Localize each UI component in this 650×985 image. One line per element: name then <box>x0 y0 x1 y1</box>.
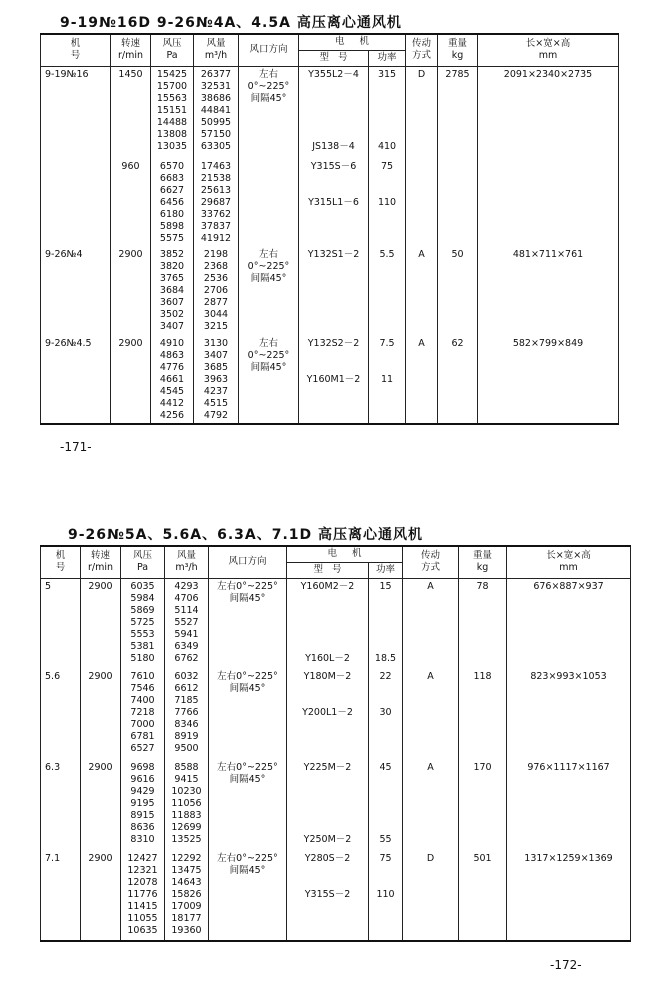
header-outlet: 风口方向 <box>209 546 287 578</box>
cell-motor-type: Y315S－6 Y315L1－6 <box>299 159 369 247</box>
header-model <box>41 34 111 66</box>
cell-dims: 976×1117×1167 <box>507 760 631 851</box>
cell-outlet: 左右0°~225° 间隔45° <box>239 66 299 159</box>
header-speed-text: 转速 r/min <box>117 38 144 62</box>
cell-flow: 8588 9415 10230 11056 11883 12699 13525 <box>165 760 209 851</box>
cell-model: 9-26№4 <box>41 247 111 336</box>
cell-pressure: 6035 5984 5869 5725 5553 5381 5180 <box>121 578 165 669</box>
cell-pressure: 6570 6683 6627 6456 6180 5898 5575 <box>151 159 194 247</box>
header-motor: 电 机 <box>299 34 406 50</box>
table-row <box>41 66 619 159</box>
cell-speed: 2900 <box>111 247 151 336</box>
cell-drive: A <box>403 669 459 760</box>
cell-dims: 2091×2340×2735 <box>478 66 619 159</box>
cell-motor-type: Y280S－2 Y315S－2 <box>287 851 369 941</box>
header-motor-type: 型 号 <box>287 562 369 578</box>
cell-flow: 6032 6612 7185 7766 8346 8919 9500 <box>165 669 209 760</box>
cell-outlet: 左右0°~225° 间隔45° <box>209 578 287 669</box>
cell-motor-power: 75 110 <box>369 851 403 941</box>
cell-motor-type: Y225M－2 Y250M－2 <box>287 760 369 851</box>
cell-model: 9-19№16 <box>41 66 111 159</box>
header-model <box>41 546 81 578</box>
cell-speed: 2900 <box>81 578 121 669</box>
cell-outlet: 左右0°~225° 间隔45° <box>209 760 287 851</box>
cell-weight: 170 <box>459 760 507 851</box>
cell-drive: A <box>406 247 438 336</box>
cell-motor-power: 5.5 <box>369 247 406 336</box>
cell-motor-power: 22 30 <box>369 669 403 760</box>
cell-speed: 2900 <box>81 760 121 851</box>
header-motor-power: 功率 <box>369 562 403 578</box>
cell-weight: 501 <box>459 851 507 941</box>
cell-dims <box>478 159 619 247</box>
cell-flow: 12292 13475 14643 15826 17009 18177 19360 <box>165 851 209 941</box>
cell-model: 5.6 <box>41 669 81 760</box>
header-dims <box>507 546 631 578</box>
header-dims-text: 长×宽×高 mm <box>546 550 591 574</box>
cell-motor-power: 7.5 11 <box>369 336 406 424</box>
header-flow <box>194 34 239 66</box>
cell-outlet: 左右0°~225° 间隔45° <box>209 669 287 760</box>
cell-dims: 481×711×761 <box>478 247 619 336</box>
header-drive-text: 传动 方式 <box>412 38 432 62</box>
cell-dims: 582×799×849 <box>478 336 619 424</box>
cell-flow: 3130 3407 3685 3963 4237 4515 4792 <box>194 336 239 424</box>
header-weight-text: 重量 kg <box>448 38 468 62</box>
cell-weight: 50 <box>438 247 478 336</box>
cell-outlet: 左右0°~225° 间隔45° <box>209 851 287 941</box>
cell-motor-type: Y160M2－2 Y160L－2 <box>287 578 369 669</box>
cell-dims: 823×993×1053 <box>507 669 631 760</box>
table-row <box>41 669 631 760</box>
cell-drive: A <box>403 578 459 669</box>
cell-model: 7.1 <box>41 851 81 941</box>
cell-weight: 118 <box>459 669 507 760</box>
header-speed <box>81 546 121 578</box>
cell-model: 6.3 <box>41 760 81 851</box>
header-pressure-text: 风压 Pa <box>162 38 182 62</box>
header-weight <box>459 546 507 578</box>
cell-pressure: 3852 3820 3765 3684 3607 3502 3407 <box>151 247 194 336</box>
cell-outlet: 左右0°~225° 间隔45° <box>239 336 299 424</box>
header-speed-text: 转速 r/min <box>87 550 114 574</box>
cell-speed: 2900 <box>81 851 121 941</box>
cell-motor-type: Y180M－2 Y200L1－2 <box>287 669 369 760</box>
cell-speed: 2900 <box>111 336 151 424</box>
cell-outlet <box>239 159 299 247</box>
page-number-2: -172- <box>550 958 582 972</box>
header-dims <box>478 34 619 66</box>
cell-speed: 2900 <box>81 669 121 760</box>
header-flow <box>165 546 209 578</box>
table-row <box>41 247 619 336</box>
header-flow-text: 风量 m³/h <box>204 38 228 62</box>
cell-pressure: 9698 9616 9429 9195 8915 8636 8310 <box>121 760 165 851</box>
cell-flow: 4293 4706 5114 5527 5941 6349 6762 <box>165 578 209 669</box>
cell-flow: 17463 21538 25613 29687 33762 37837 41912 <box>194 159 239 247</box>
header-dims-text: 长×宽×高 mm <box>525 38 571 62</box>
cell-pressure: 4910 4863 4776 4661 4545 4412 4256 <box>151 336 194 424</box>
header-flow-text: 风量 m³/h <box>175 550 198 574</box>
header-speed <box>111 34 151 66</box>
cell-drive: A <box>406 336 438 424</box>
page-number-1: -171- <box>60 440 92 454</box>
header-motor-power: 功率 <box>369 50 406 66</box>
cell-motor-power: 75 110 <box>369 159 406 247</box>
header-weight <box>438 34 478 66</box>
table-row <box>41 336 619 424</box>
header-drive <box>406 34 438 66</box>
table-row <box>41 159 619 247</box>
cell-model: 5 <box>41 578 81 669</box>
table-row <box>41 760 631 851</box>
header-drive <box>403 546 459 578</box>
fan-spec-table-2 <box>40 545 631 942</box>
cell-outlet: 左右0°~225° 间隔45° <box>239 247 299 336</box>
cell-motor-power: 15 18.5 <box>369 578 403 669</box>
cell-motor-power: 315 410 <box>369 66 406 159</box>
cell-motor-type: Y355L2－4 JS138－4 <box>299 66 369 159</box>
header-pressure <box>121 546 165 578</box>
header-pressure <box>151 34 194 66</box>
header-outlet: 风口方向 <box>239 34 299 66</box>
header-motor: 电 机 <box>287 546 403 562</box>
fan-spec-table-1 <box>40 33 619 425</box>
cell-motor-power: 45 55 <box>369 760 403 851</box>
cell-pressure: 15425 15700 15563 15151 14488 13808 13035 <box>151 66 194 159</box>
cell-weight: 2785 <box>438 66 478 159</box>
header-drive-text: 传动 方式 <box>421 550 441 574</box>
page-title-1: 9-19№16D 9-26№4A、4.5A 高压离心通风机 <box>60 15 402 31</box>
cell-dims: 676×887×937 <box>507 578 631 669</box>
table-row <box>41 578 631 669</box>
cell-motor-type: Y132S2－2 Y160M1－2 <box>299 336 369 424</box>
cell-drive: D <box>406 66 438 159</box>
cell-speed: 960 <box>111 159 151 247</box>
cell-motor-type: Y132S1－2 <box>299 247 369 336</box>
cell-drive: A <box>403 760 459 851</box>
header-motor-type: 型 号 <box>299 50 369 66</box>
cell-model <box>41 159 111 247</box>
cell-model: 9-26№4.5 <box>41 336 111 424</box>
cell-speed: 1450 <box>111 66 151 159</box>
cell-weight: 78 <box>459 578 507 669</box>
cell-pressure: 7610 7546 7400 7218 7000 6781 6527 <box>121 669 165 760</box>
cell-dims: 1317×1259×1369 <box>507 851 631 941</box>
table-row <box>41 851 631 941</box>
page-title-2: 9-26№5A、5.6A、6.3A、7.1D 高压离心通风机 <box>68 527 424 543</box>
header-weight-text: 重量 kg <box>473 550 493 574</box>
cell-flow: 26377 32531 38686 44841 50995 57150 63305 <box>194 66 239 159</box>
cell-weight: 62 <box>438 336 478 424</box>
header-pressure-text: 风压 Pa <box>132 550 152 574</box>
cell-drive: D <box>403 851 459 941</box>
cell-flow: 2198 2368 2536 2706 2877 3044 3215 <box>194 247 239 336</box>
cell-pressure: 12427 12321 12078 11776 11415 11055 10635 <box>121 851 165 941</box>
cell-drive <box>406 159 438 247</box>
header-model-text: 机 号 <box>55 550 66 574</box>
cell-weight <box>438 159 478 247</box>
header-model-text: 机 号 <box>70 38 81 62</box>
